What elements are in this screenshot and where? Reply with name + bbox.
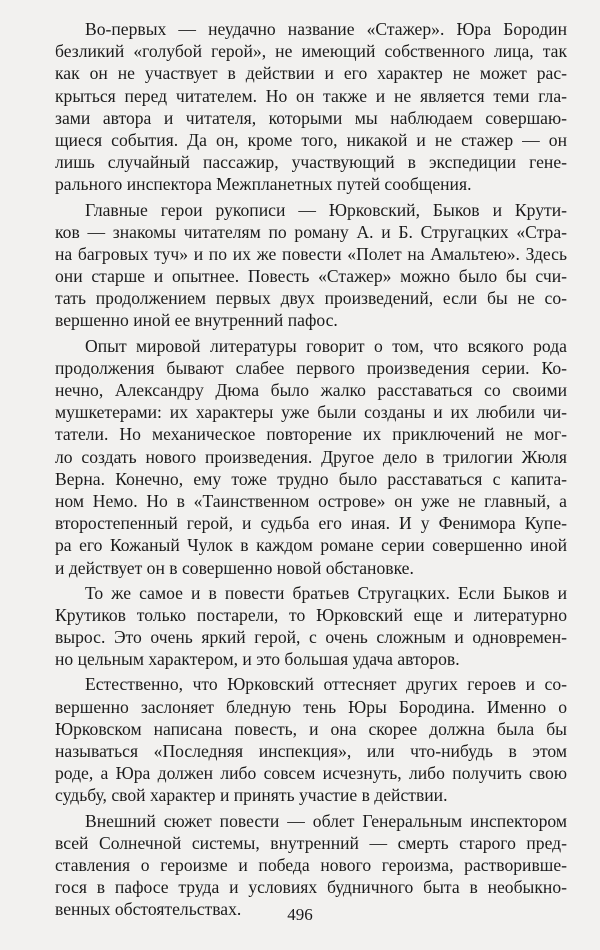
page-number: 496 <box>287 905 313 924</box>
text-line: ра его Кожаный Чулок в каждом романе серии совершенно иной <box>55 535 567 556</box>
text-line: крыться перед читателем. Но он также и не является теми гла- <box>55 85 567 106</box>
text-line: Во-первых — неудачно название «Стажер». Юра Бородин <box>85 19 567 39</box>
text-column <box>55 18 567 924</box>
text-line: тать продолжением первых двух произведений, если бы не со- <box>55 288 567 309</box>
text-line: Внешний сюжет повести — облет Генеральным инспектором <box>85 810 567 831</box>
text-line: вырос. Это очень яркий герой, с очень сложным и одновремен- <box>55 627 567 648</box>
text-line: щиеся события. Да он, кроме того, никакой и не стажер — он <box>55 129 567 150</box>
paragraph-1 <box>55 18 567 196</box>
text-line: но цельным характером, и это большая удача авторов. <box>55 649 460 670</box>
text-line: То же самое и в повести братьев Стругацких. Если Быков и <box>85 582 567 603</box>
text-line: ло создать нового произведения. Другое дело в трилогии Жюля <box>55 446 567 467</box>
text-line: нечно, Александру Дюма было жалко расставаться со своими <box>55 380 567 400</box>
text-line: безликий «голубой герой», не имеющий собственного лица, так <box>55 41 567 62</box>
text-line: как он не участвует в действии и его характер не может рас- <box>55 63 567 84</box>
text-line: зами автора и читателя, которыми мы наблюдаем совершаю- <box>55 107 567 128</box>
paragraph-3 <box>55 335 567 579</box>
text-line: ставления о героизме и победа нового героизма, растворивше- <box>55 854 567 875</box>
text-line: второстепенный герой, и судьба его иная. И у Фенимора Купе- <box>55 513 567 534</box>
text-line: роде, а Юра должен либо совсем исчезнуть, либо получить свою <box>55 763 567 784</box>
text-line: продолжения бывают слабее первого произведения серии. Ко- <box>55 357 567 378</box>
paragraph-2 <box>55 199 567 332</box>
text-line: мушкетерами: их характеры уже были созданы и их любили чи- <box>55 402 567 423</box>
text-line: вершенно заслоняет бледную тень Юры Бородина. Именно о <box>55 696 567 717</box>
text-line: венных обстоятельствах. <box>55 899 242 920</box>
text-line: ков — знакомы читателям по роману А. и Б. Стругацких «Стра- <box>55 221 567 242</box>
text-line: Верна. Конечно, ему тоже трудно было расставаться с капита- <box>55 468 567 489</box>
text-line: Опыт мировой литературы говорит о том, что всякого рода <box>85 335 567 356</box>
text-line: Крутиков только постарели, то Юрковский еще и литературно <box>55 604 567 625</box>
text-line: и действует он в совершенно новой обстановке. <box>55 557 414 578</box>
text-line: ном Немо. Но в «Таинственном острове» он уже не главный, а <box>55 490 567 511</box>
text-line: вершенно иной ее внутренний пафос. <box>55 310 338 331</box>
paragraph-4 <box>55 582 567 671</box>
paragraph-5 <box>55 673 567 806</box>
text-line: Естественно, что Юрковский оттесняет других героев и со- <box>85 674 567 695</box>
text-line: называться «Последняя инспекция», или что-нибудь в этом <box>55 741 567 761</box>
text-line: рального инспектора Межпланетных путей сообщения. <box>55 174 472 195</box>
text-line: они старше и опытнее. Повесть «Стажер» можно было бы счи- <box>55 266 567 287</box>
text-line: на багровых туч» и по их же повести «Полет на Амальтею». Здесь <box>55 243 567 264</box>
text-line: лишь случайный пассажир, участвующий в экспедиции гене- <box>55 152 567 173</box>
text-line: татели. Но механическое повторение их приключений не мог- <box>55 424 567 445</box>
text-line: Юрковском написана повесть, и она скорее должна была бы <box>55 718 567 739</box>
text-line: гося в пафосе труда и условиях будничного быта в необыкно- <box>55 877 567 898</box>
text-line: всей Солнечной системы, внутренний — смерть старого пред- <box>55 832 567 853</box>
text-line: Главные герои рукописи — Юрковский, Быков и Крути- <box>85 199 567 220</box>
text-line: судьбу, свой характер и принять участие в действии. <box>55 785 448 806</box>
